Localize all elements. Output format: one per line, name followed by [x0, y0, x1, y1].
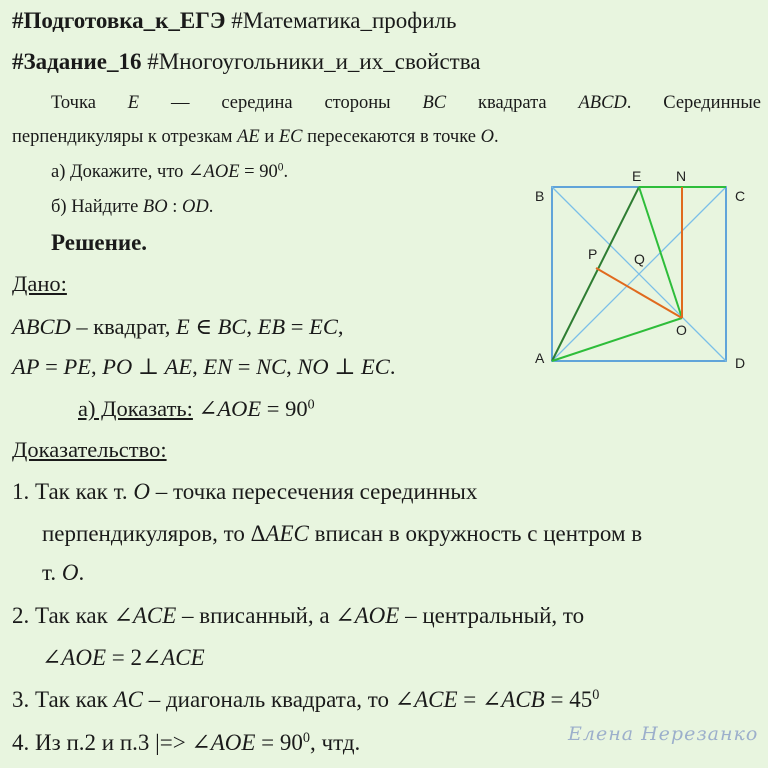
- proof-step-2-line-2: ∠AOE = 2∠ACE: [42, 645, 205, 670]
- label-e: E: [632, 168, 642, 184]
- proof-step-3: 3. Так как AC – диагональ квадрата, то ∠ACE = ∠ACB = $45^0$: [12, 687, 600, 712]
- proof-step-1-line-1: 1. Так как т. O – точка пересечения серединных: [12, 479, 478, 504]
- hashtag-exam: #Подготовка_к_ЕГЭ: [12, 8, 226, 33]
- proof-step-1-line-2: перпендикуляров, то ΔAEC вписан в окружность с центром в: [42, 521, 643, 546]
- hashtag-line-2: [12, 49, 480, 75]
- label-p: P: [588, 246, 598, 262]
- proof-step-4: 4. Из п.2 и п.3 |=> ∠AOE = $90^0$, чтд.: [12, 730, 361, 755]
- proof-step-1-line-3: т. O.: [42, 560, 85, 585]
- label-d: D: [735, 355, 746, 371]
- label-a: A: [535, 350, 545, 366]
- proof-title: Доказательство:: [12, 437, 167, 462]
- hashtag-line-1: [12, 8, 456, 34]
- problem-line-1: Точка E — середина стороны BC квадрата ABCD. Серединные: [51, 93, 762, 113]
- problem-part-b: б) Найдите BO : OD.: [51, 197, 214, 217]
- solution-title: Решение.: [51, 230, 148, 255]
- label-q: Q: [634, 251, 645, 267]
- prove-line: а) Доказать: ∠AOE = $90^0$: [78, 396, 315, 421]
- given-title: Дано:: [12, 271, 67, 296]
- hashtag-task: #Задание_16: [12, 49, 142, 74]
- given-line-2: AP = PE, PO ⊥ AE, EN = NC, NO ⊥ EC.: [12, 354, 396, 379]
- segment-ae: [552, 187, 639, 361]
- label-c: C: [735, 188, 746, 204]
- square-geometry-figure: [528, 162, 768, 374]
- author-signature: Елена Нерезанко: [568, 723, 759, 745]
- problem-part-a: а) Докажите, что ∠AOE = $90^0$.: [51, 161, 289, 182]
- segment-eo: [639, 187, 682, 318]
- proof-step-2-line-1: 2. Так как ∠ACE – вписанный, а ∠AOE – центральный, то: [12, 603, 585, 628]
- hashtag-math: #Математика_профиль: [225, 8, 457, 33]
- problem-line-2: перпендикуляры к отрезкам AE и EC пересекаются в точке O.: [12, 127, 499, 147]
- label-o: O: [676, 322, 687, 338]
- given-line-1: ABCD – квадрат, E ∈ BC, EB = EC,: [12, 314, 344, 339]
- segment-ao: [552, 318, 682, 361]
- hashtag-topic: #Многоугольники_и_их_свойства: [141, 49, 481, 74]
- label-n: N: [676, 168, 687, 184]
- label-b: B: [535, 188, 545, 204]
